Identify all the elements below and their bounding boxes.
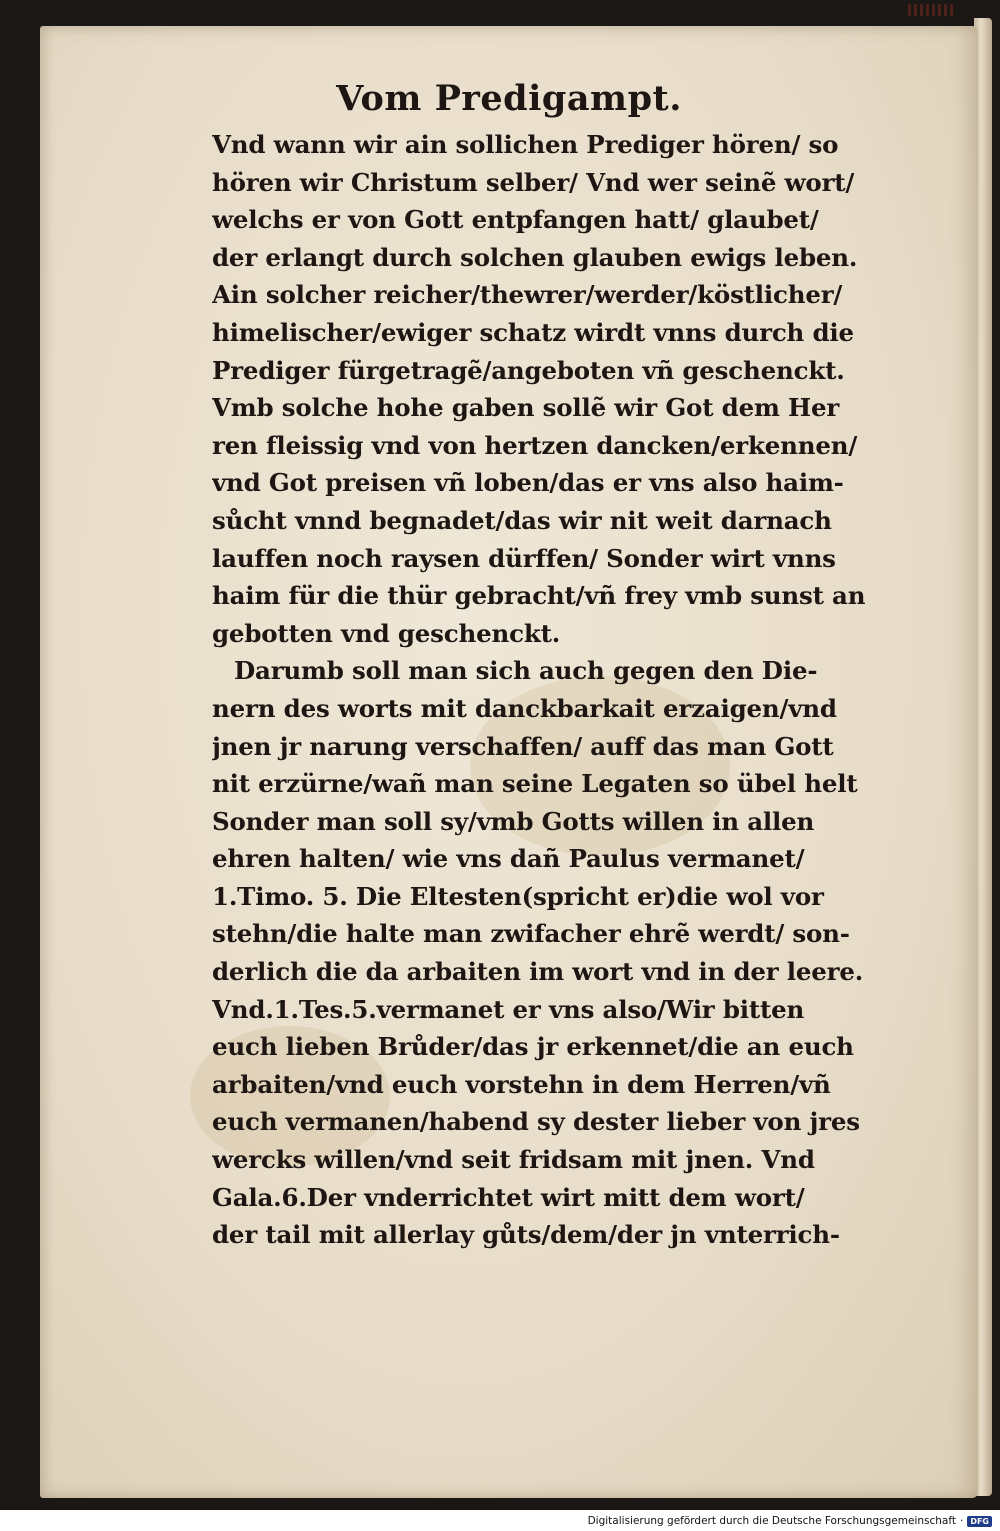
text-line: der erlangt durch solchen glauben ewigs leben.: [212, 242, 858, 272]
text-line: welchs er von Gott entpfangen hatt/ glaubet/: [212, 205, 819, 235]
text-line: 1.Timo. 5. Die Eltesten(spricht er)die wol vor: [212, 881, 824, 911]
text-line: euch lieben Brůder/das jr erkennet/die an euch: [212, 1032, 854, 1062]
text-line: wercks willen/vnd seit fridsam mit jnen. Vnd: [212, 1145, 815, 1175]
footer-separator: ·: [959, 1515, 964, 1527]
text-line: der tail mit allerlay gůts/dem/der jn vnterrich-: [212, 1220, 840, 1250]
text-line: lauffen noch raysen dürffen/ Sonder wirt vnns: [212, 543, 836, 573]
text-line: hören wir Christum selber/ Vnd wer seinẽ wort/: [212, 167, 855, 197]
text-line: ehren halten/ wie vns dañ Paulus vermanet/: [212, 844, 805, 874]
page-edge-marks: [908, 4, 956, 16]
text-line: Vnd wann wir ain sollichen Prediger hören/ so: [212, 130, 839, 159]
footer-credit: [588, 1515, 992, 1527]
book-page: [40, 26, 978, 1498]
text-line: nern des worts mit danckbarkait erzaigen/vnd: [212, 693, 837, 723]
text-line: Ain solcher reicher/thewrer/werder/köstlicher/: [212, 280, 843, 310]
text-line: haim für die thür gebracht/vñ frey vmb sunst an: [212, 581, 866, 611]
text-line: Vnd.1.Tes.5.vermanet er vns also/Wir bitten: [212, 994, 805, 1024]
running-head: Vom Predigampt.: [336, 78, 682, 119]
text-line: derlich die da arbaiten im wort vnd in der leere.: [212, 957, 864, 987]
text-line: nit erzürne/wañ man seine Legaten so übel helt: [212, 769, 858, 799]
text-line: sůcht vnnd begnadet/das wir nit weit darnach: [212, 505, 832, 535]
text-line: arbaiten/vnd euch vorstehn in dem Herren/vñ: [212, 1069, 831, 1099]
text-line: Vmb solche hohe gaben sollẽ wir Got dem Her: [212, 393, 840, 423]
footer-text: Digitalisierung gefördert durch die Deutsche Forschungsgemeinschaft: [587, 1515, 956, 1527]
text-line: Darumb soll man sich auch gegen den Die-: [234, 656, 818, 686]
dfg-logo-icon: DFG: [967, 1516, 992, 1527]
text-line: Gala.6.Der vnderrichtet wirt mitt dem wort/: [212, 1182, 805, 1212]
text-line: Prediger fürgetragẽ/angeboten vñ geschenckt.: [212, 355, 845, 385]
text-line: vnd Got preisen vñ loben/das er vns also haim-: [212, 468, 844, 498]
text-line: gebotten vnd geschenckt.: [212, 618, 561, 648]
text-line: ren fleissig vnd von hertzen dancken/erkennen/: [212, 430, 858, 460]
text-line: stehn/die halte man zwifacher ehrẽ werdt/ son-: [212, 919, 850, 949]
text-line: Sonder man soll sy/vmb Gotts willen in allen: [212, 806, 815, 836]
text-line: jnen jr narung verschaffen/ auff das man Gott: [212, 731, 834, 761]
text-line: euch vermanen/habend sy dester lieber von jres: [212, 1107, 860, 1137]
text-line: himelischer/ewiger schatz wirdt vnns durch die: [212, 317, 854, 347]
body-text: [212, 126, 944, 1254]
